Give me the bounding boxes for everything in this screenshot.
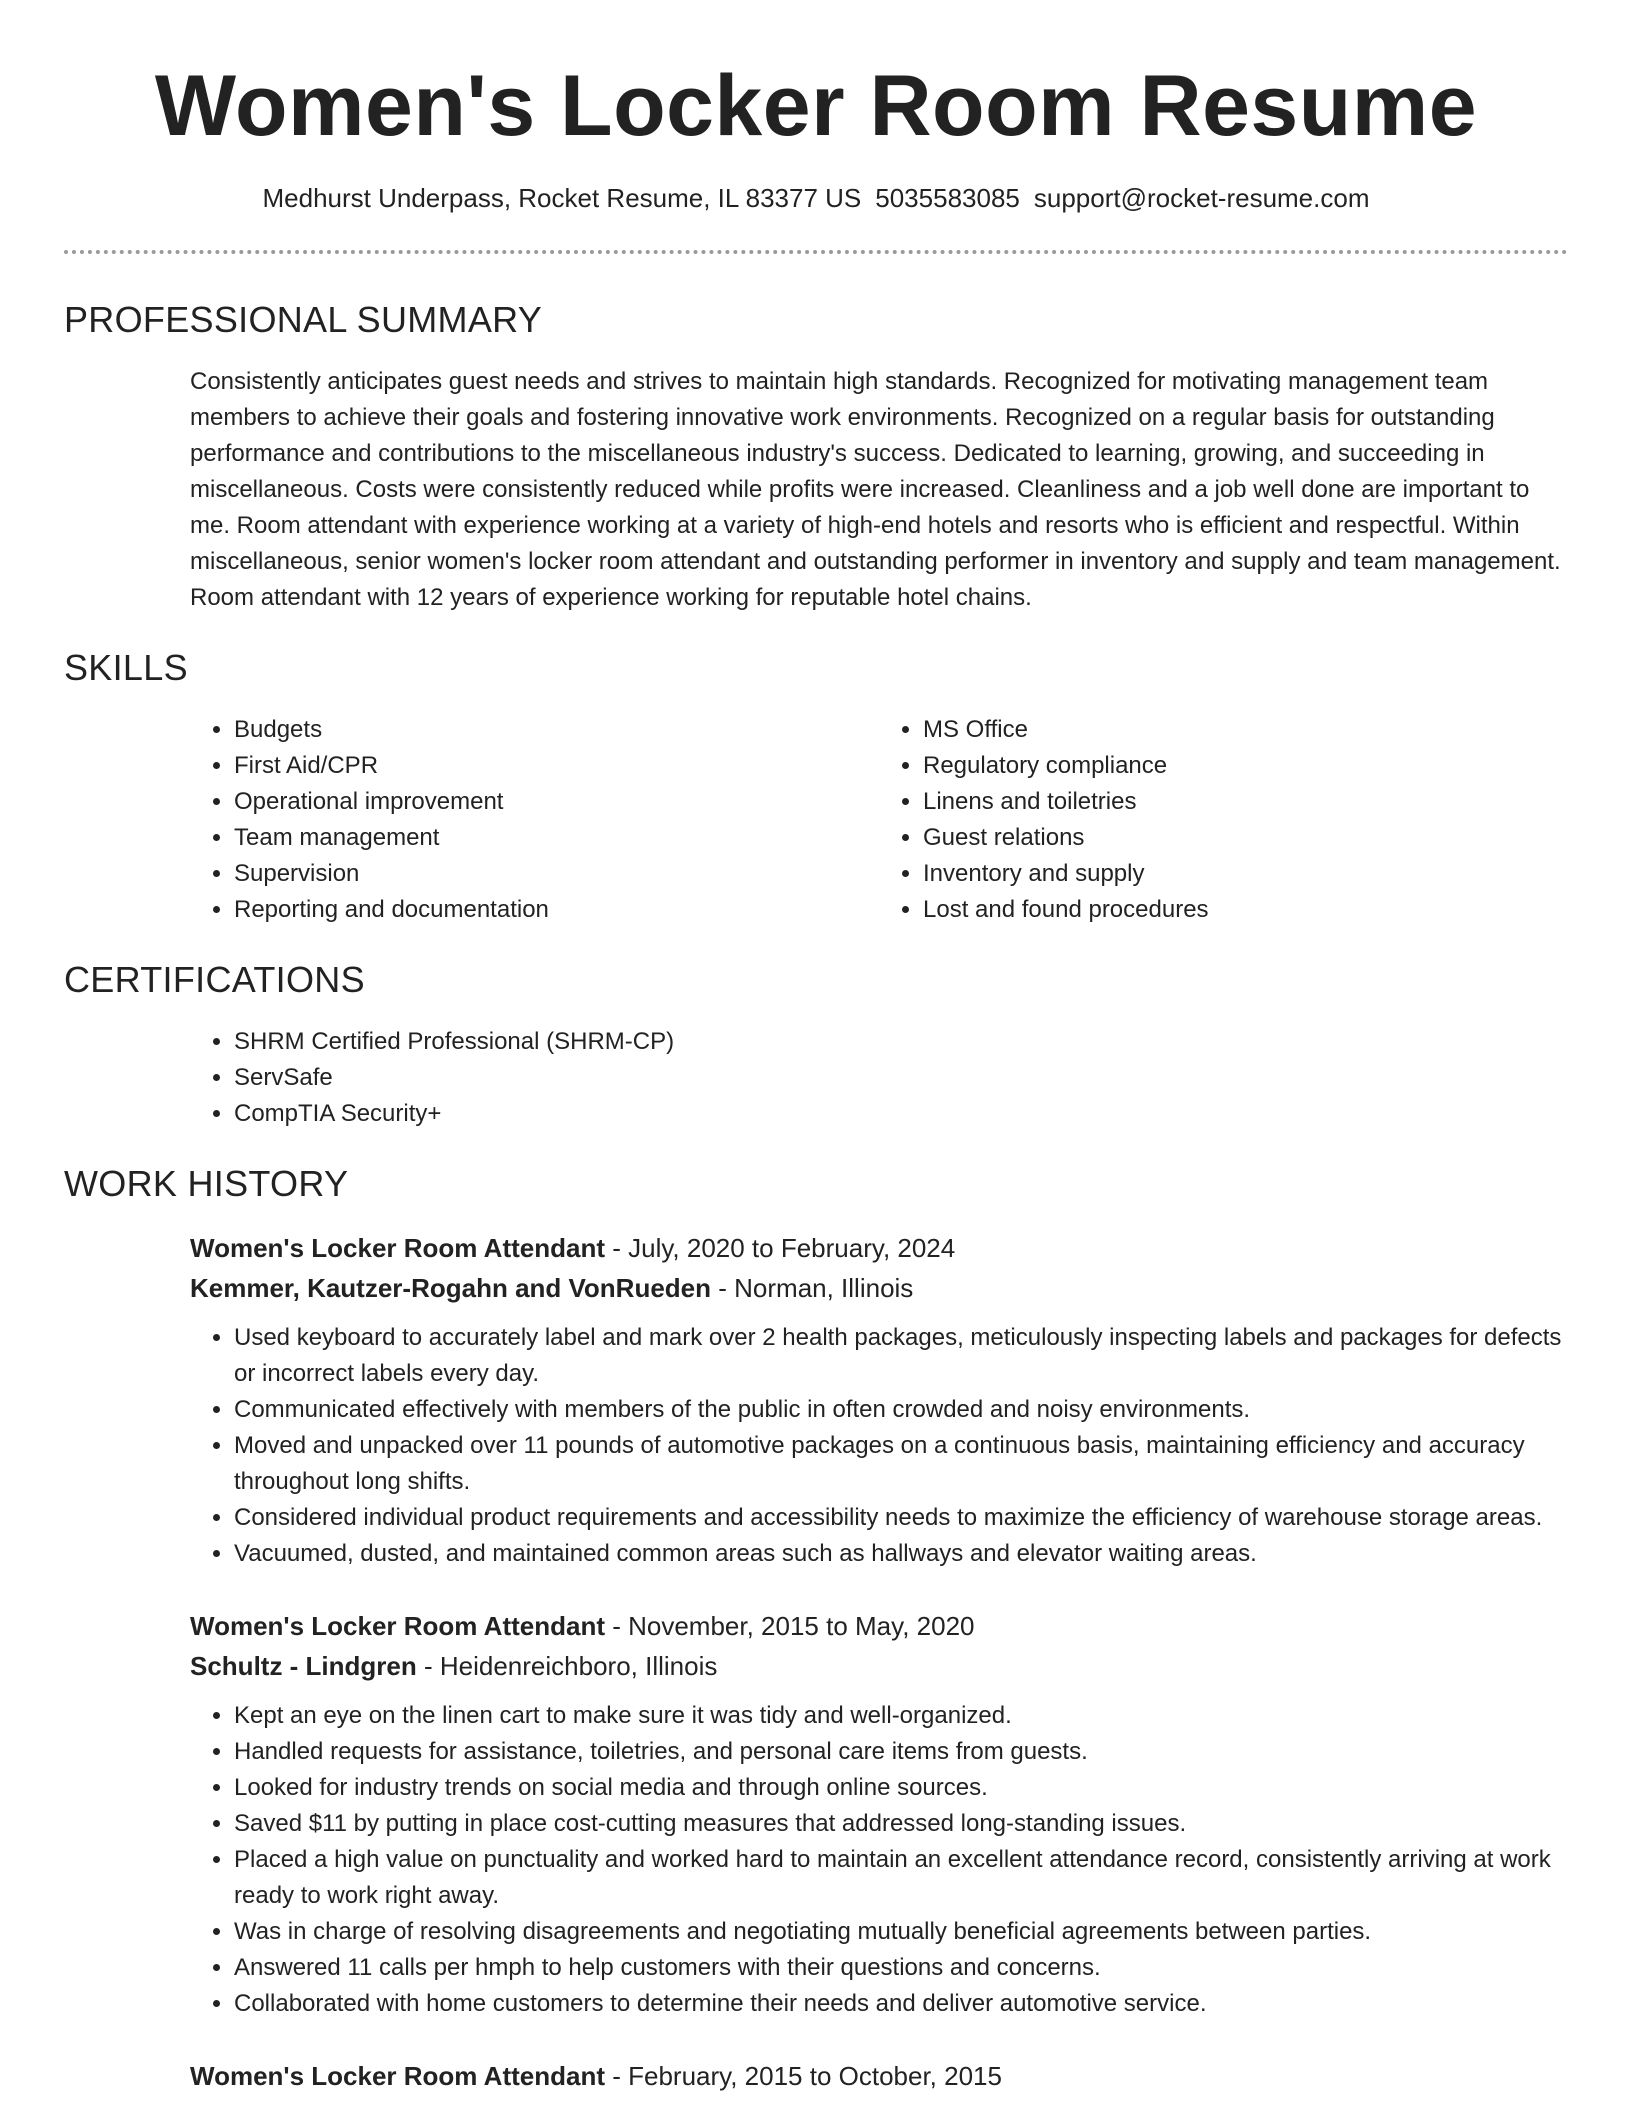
job-bullet: • Handled requests for assistance, toiletries, and personal care items from guests. bbox=[234, 1734, 1568, 1770]
skill-item: • Lost and found procedures bbox=[923, 892, 1568, 928]
skills-column-right bbox=[879, 712, 1568, 928]
section-title-certifications: CERTIFICATIONS bbox=[64, 959, 365, 1000]
skill-item: • Operational improvement bbox=[234, 784, 879, 820]
skills-list bbox=[190, 712, 1568, 928]
skill-item: • First Aid/CPR bbox=[234, 748, 879, 784]
job-entry bbox=[190, 1228, 1568, 1572]
skill-item: • Team management bbox=[234, 820, 879, 856]
resume-content bbox=[64, 296, 1568, 2096]
job-bullet: • Was in charge of resolving disagreements and negotiating mutually beneficial agreements between parties. bbox=[234, 1914, 1568, 1950]
job-title: Women's Locker Room Attendant bbox=[190, 1233, 605, 1263]
job-bullets bbox=[190, 1320, 1568, 1572]
job-company: Schultz - Lindgren bbox=[190, 1651, 417, 1681]
skill-item: • Linens and toiletries bbox=[923, 784, 1568, 820]
job-bullet: • Answered 11 calls per hmph to help customers with their questions and concerns. bbox=[234, 1950, 1568, 1986]
job-entry bbox=[190, 2056, 1568, 2096]
summary-text: Consistently anticipates guest needs and strives to maintain high standards. Recognized for motivating management team members to achieve their goals and fostering innovative work environments. Recognized on a regular basis for outstanding performance and contributions to the miscellaneous industry's success. Dedicated to learning, growing, and succeeding in miscellaneous. Costs were consistently reduced while profits were increased. Cleanliness and a job well done are important to me. Room attendant with experience working at a variety of high-end hotels and resorts who is efficient and respectful. Within miscellaneous, senior women's locker room attendant and outstanding performer in inventory and supply and team management. Room attendant with 12 years of experience working for reputable hotel chains. bbox=[190, 368, 1561, 611]
skill-item: • Supervision bbox=[234, 856, 879, 892]
job-dates: - November, 2015 to May, 2020 bbox=[605, 1611, 975, 1641]
job-bullet: • Kept an eye on the linen cart to make sure it was tidy and well-organized. bbox=[234, 1698, 1568, 1734]
job-title-line bbox=[190, 2056, 1568, 2096]
job-title: Women's Locker Room Attendant bbox=[190, 2061, 605, 2091]
job-bullet: • Communicated effectively with members of the public in often crowded and noisy environments. bbox=[234, 1392, 1568, 1428]
job-bullet: • Vacuumed, dusted, and maintained common areas such as hallways and elevator waiting areas. bbox=[234, 1536, 1568, 1572]
certifications-list bbox=[190, 1024, 1568, 1132]
job-bullet: • Collaborated with home customers to determine their needs and deliver automotive service. bbox=[234, 1986, 1568, 2022]
job-dates: - February, 2015 to October, 2015 bbox=[605, 2061, 1002, 2091]
certification-item: • SHRM Certified Professional (SHRM-CP) bbox=[234, 1024, 1568, 1060]
job-company-line bbox=[190, 1646, 1568, 1686]
job-title-line bbox=[190, 1228, 1568, 1268]
job-bullet: • Looked for industry trends on social media and through online sources. bbox=[234, 1770, 1568, 1806]
job-dates: - July, 2020 to February, 2024 bbox=[605, 1233, 956, 1263]
job-bullets bbox=[190, 1698, 1568, 2022]
skill-item: • Inventory and supply bbox=[923, 856, 1568, 892]
skill-item: • MS Office bbox=[923, 712, 1568, 748]
job-title: Women's Locker Room Attendant bbox=[190, 1611, 605, 1641]
skill-item: • Regulatory compliance bbox=[923, 748, 1568, 784]
job-company-line bbox=[190, 1268, 1568, 1308]
contact-email: support@rocket-resume.com bbox=[1033, 183, 1370, 213]
certification-item: • ServSafe bbox=[234, 1060, 1568, 1096]
contact-address: Medhurst Underpass, Rocket Resume, IL 83377 US bbox=[262, 183, 862, 213]
resume-title: Women's Locker Room Resume bbox=[154, 58, 1478, 154]
contact-line bbox=[0, 182, 1632, 214]
job-title-line bbox=[190, 1606, 1568, 1646]
skill-item: • Budgets bbox=[234, 712, 879, 748]
job-bullet: • Placed a high value on punctuality and worked hard to maintain an excellent attendance record, consistently arriving at work ready to work right away. bbox=[234, 1842, 1568, 1914]
job-entry bbox=[190, 1606, 1568, 2022]
skills-column-left bbox=[190, 712, 879, 928]
header-divider bbox=[64, 250, 1568, 254]
job-bullet: • Considered individual product requirements and accessibility needs to maximize the efficiency of warehouse storage areas. bbox=[234, 1500, 1568, 1536]
section-title-summary: PROFESSIONAL SUMMARY bbox=[64, 299, 543, 340]
skill-item: • Guest relations bbox=[923, 820, 1568, 856]
job-bullet: • Saved $11 by putting in place cost-cutting measures that addressed long-standing issues. bbox=[234, 1806, 1568, 1842]
contact-phone: 5035583085 bbox=[875, 183, 1020, 213]
section-title-skills: SKILLS bbox=[64, 647, 188, 688]
skill-item: • Reporting and documentation bbox=[234, 892, 879, 928]
certification-item: • CompTIA Security+ bbox=[234, 1096, 1568, 1132]
job-location: - Norman, Illinois bbox=[711, 1273, 914, 1303]
job-company: Kemmer, Kautzer-Rogahn and VonRueden bbox=[190, 1273, 712, 1303]
job-bullet: • Used keyboard to accurately label and mark over 2 health packages, meticulously inspecting labels and packages for defects or incorrect labels every day. bbox=[234, 1320, 1568, 1392]
section-title-work-history: WORK HISTORY bbox=[64, 1163, 349, 1204]
job-bullet: • Moved and unpacked over 11 pounds of automotive packages on a continuous basis, maintaining efficiency and accuracy throughout long shifts. bbox=[234, 1428, 1568, 1500]
job-location: - Heidenreichboro, Illinois bbox=[416, 1651, 718, 1681]
